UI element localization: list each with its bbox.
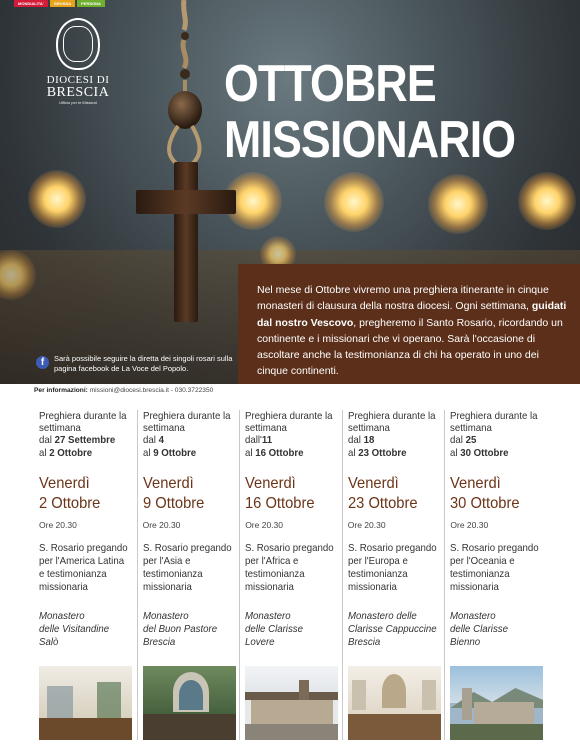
range-to: 30 Ottobre xyxy=(460,446,509,459)
range-from-label: dal xyxy=(450,434,466,447)
contact-info xyxy=(34,387,213,394)
monastery-line: Bienno xyxy=(450,636,481,648)
monastery-photo xyxy=(450,666,543,740)
event-description: S. Rosario pregando per l'Africa e testimonianza missionaria xyxy=(245,542,334,593)
candle-glow xyxy=(324,172,384,232)
intro-text-bold: guidati dal nostro Vescovo xyxy=(257,300,567,329)
range-to: 2 Ottobre xyxy=(49,446,93,459)
facebook-note xyxy=(36,354,241,374)
schedule-columns xyxy=(34,410,547,740)
event-day xyxy=(39,474,134,514)
event-weekday: Venerdì xyxy=(450,475,502,492)
week-range xyxy=(39,410,132,462)
event-weekday: Venerdì xyxy=(347,475,399,492)
week-pre: Preghiera durante la settimana xyxy=(142,410,231,435)
monastery-photo xyxy=(39,666,132,740)
event-weekday: Venerdì xyxy=(142,475,194,492)
event-weekday: Venerdì xyxy=(245,475,296,492)
week-column xyxy=(34,410,137,740)
monastery-line: Monastero xyxy=(450,610,497,622)
range-from-label: dal xyxy=(347,434,364,447)
monastery-line: Salò xyxy=(39,636,59,648)
title-line1: OTTOBRE xyxy=(224,55,436,113)
monastery xyxy=(348,610,440,656)
monastery xyxy=(450,610,542,656)
monastery-line: Brescia xyxy=(142,636,175,648)
range-from: 11 xyxy=(262,434,273,447)
event-description: S. Rosario pregando per l'Asia e testimonianza missionaria xyxy=(142,542,232,593)
event-time: Ore 20.30 xyxy=(245,520,283,530)
logo-line1: DIOCESI DI xyxy=(46,74,110,86)
event-date: 2 Ottobre xyxy=(39,495,101,512)
range-from-label: dal xyxy=(142,434,159,447)
event-time: Ore 20.30 xyxy=(450,520,489,530)
title-line2: MISSIONARIO xyxy=(224,111,516,169)
week-pre: Preghiera durante la settimana xyxy=(450,410,538,435)
range-to-label: al xyxy=(450,446,461,459)
range-from: 25 xyxy=(465,434,477,447)
event-weekday: Venerdì xyxy=(39,475,90,492)
topbar-tag: MONDIALITA' xyxy=(14,0,48,7)
diocese-seal-icon xyxy=(56,18,100,70)
event-time: Ore 20.30 xyxy=(142,520,181,530)
range-from-label: dall' xyxy=(245,434,263,447)
range-to-label: al xyxy=(245,446,256,459)
monastery-line: Monastero xyxy=(142,610,189,622)
event-time: Ore 20.30 xyxy=(347,520,386,530)
page-title xyxy=(224,56,515,168)
contact-text: missioni@diocesi.brescia.it - 030.3722350 xyxy=(87,387,214,394)
event-time: Ore 20.30 xyxy=(39,520,77,530)
monastery-photo xyxy=(245,666,338,740)
monastery-line: Monastero xyxy=(245,610,291,622)
facebook-icon[interactable]: f xyxy=(36,356,49,369)
week-pre: Preghiera durante la settimana xyxy=(39,410,127,435)
week-column xyxy=(342,410,445,740)
event-day xyxy=(348,474,442,514)
facebook-note-text: Sarà possibile seguire la diretta dei singoli rosari sulla pagina facebook de La Voce del Popolo. xyxy=(54,354,233,373)
week-column xyxy=(444,410,547,740)
candle-glow xyxy=(28,170,86,228)
topbar-tag: GROSSA xyxy=(50,0,75,7)
intro-box xyxy=(238,264,580,384)
monastery-line: Lovere xyxy=(245,636,275,648)
monastery xyxy=(39,610,132,656)
candle-glow xyxy=(518,172,576,230)
monastery-line: Clarisse Cappuccine xyxy=(347,623,437,635)
event-description: S. Rosario pregando per l'America Latina e testimonianza missionaria xyxy=(39,542,128,593)
week-range xyxy=(348,410,440,462)
week-pre: Preghiera durante la settimana xyxy=(245,410,333,435)
range-from-label: dal xyxy=(39,434,55,447)
monastery-line: delle Clarisse xyxy=(450,623,509,635)
monastery xyxy=(245,610,337,656)
event-day xyxy=(245,474,339,514)
week-range xyxy=(450,410,542,462)
logo-line3: Ufficio per le Missioni xyxy=(59,100,97,105)
topbar-tags xyxy=(14,0,105,7)
candle-glow xyxy=(428,174,488,234)
intro-text-2: , pregheremo il Santo Rosario, ricordando un continente e i missionari che vi operano. Sarà l'occasione di ascoltare anche la testimonianza di chi ha operato in uno dei cinque continenti. xyxy=(257,316,563,378)
monastery-photo xyxy=(143,666,236,740)
diocese-logo xyxy=(42,18,114,106)
monastery-line: delle Clarisse xyxy=(245,623,304,635)
event-day xyxy=(143,474,237,514)
event-description: S. Rosario pregando per l'Europa e testimonianza missionaria xyxy=(347,542,437,593)
monastery-line: Monastero xyxy=(39,610,85,622)
week-column xyxy=(239,410,342,740)
event-date: 9 Ottobre xyxy=(142,495,204,512)
range-to: 16 Ottobre xyxy=(255,446,304,459)
contact-label: Per informazioni: xyxy=(34,387,88,394)
monastery-line: Brescia xyxy=(347,636,380,648)
event-date: 23 Ottobre xyxy=(347,495,418,512)
event-date: 30 Ottobre xyxy=(450,495,520,512)
week-column xyxy=(137,410,240,740)
range-to-label: al xyxy=(142,446,153,459)
week-pre: Preghiera durante la settimana xyxy=(347,410,436,435)
range-to: 9 Ottobre xyxy=(152,446,196,459)
range-from: 18 xyxy=(363,434,375,447)
monastery-line: delle Visitandine xyxy=(39,623,110,635)
range-from: 27 Settembre xyxy=(54,434,116,447)
logo-line2: BRESCIA xyxy=(46,85,110,100)
range-to-label: al xyxy=(347,446,358,459)
monastery-line: del Buon Pastore xyxy=(142,623,217,635)
range-from: 4 xyxy=(158,434,164,447)
range-to: 23 Ottobre xyxy=(357,446,407,459)
week-range xyxy=(245,410,337,462)
event-day xyxy=(450,474,544,514)
event-date: 16 Ottobre xyxy=(245,495,315,512)
monastery-photo xyxy=(348,666,441,740)
intro-text-1: Nel mese di Ottobre vivremo una preghiera itinerante in cinque monasteri di clausura della nostra diocesi. Ogni settimana, xyxy=(257,284,549,313)
topbar-tag: PERSONA xyxy=(77,0,105,7)
event-description: S. Rosario pregando per l'Oceania e testimonianza missionaria xyxy=(450,542,539,593)
week-range xyxy=(143,410,235,462)
monastery xyxy=(143,610,235,656)
range-to-label: al xyxy=(39,446,50,459)
monastery-line: Monastero delle xyxy=(347,610,417,622)
